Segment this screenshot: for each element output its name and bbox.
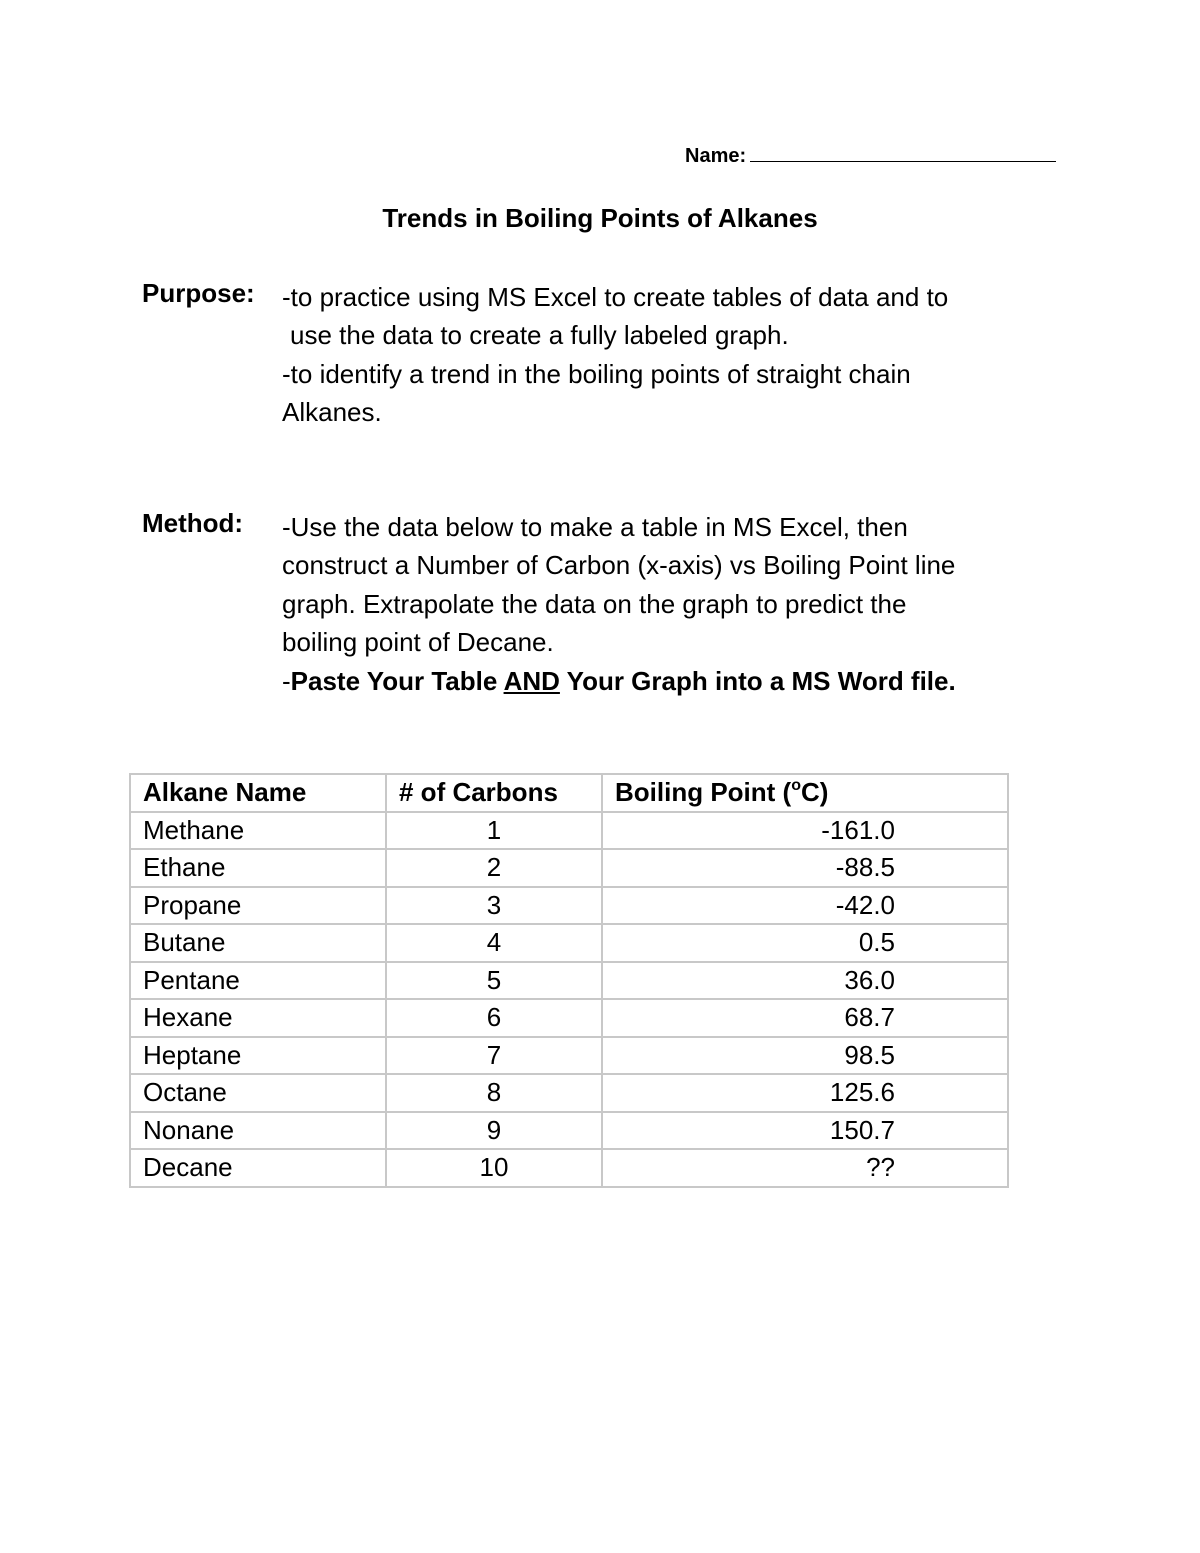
cell-alkane-name: Butane (130, 924, 386, 962)
purpose-line-1: -to practice using MS Excel to create tables of data and to (282, 282, 949, 312)
cell-boiling-point: 36.0 (602, 962, 1008, 1000)
paste-and: AND (503, 665, 560, 696)
table-row (130, 999, 1008, 1037)
table-row (130, 1037, 1008, 1075)
cell-boiling-point: 68.7 (602, 999, 1008, 1037)
name-label: Name: (685, 145, 747, 167)
table-row (130, 1112, 1008, 1150)
purpose-line-3: -to identify a trend in the boiling points of straight chain (282, 358, 911, 389)
table-body (130, 812, 1008, 1187)
header-carbons: # of Carbons (386, 774, 602, 812)
cell-boiling-point: 0.5 (602, 924, 1008, 962)
cell-alkane-name: Decane (130, 1149, 386, 1187)
name-blank-line[interactable] (750, 143, 1056, 162)
cell-carbons: 1 (386, 812, 602, 850)
cell-alkane-name: Methane (130, 812, 386, 850)
cell-alkane-name: Hexane (130, 999, 386, 1037)
bp-header-suffix: C) (800, 777, 829, 808)
name-field (685, 143, 1056, 168)
paste-part-2: Your Graph into a MS Word file. (559, 665, 956, 696)
cell-alkane-name: Nonane (130, 1112, 386, 1150)
method-line-2: construct a Number of Carbon (x-axis) vs Boiling Point line (282, 550, 956, 581)
page-title: Trends in Boiling Points of Alkanes (382, 203, 818, 233)
cell-boiling-point: 125.6 (602, 1074, 1008, 1112)
table-row (130, 812, 1008, 850)
method-line-1: -Use the data below to make a table in MS Excel, then (282, 512, 908, 542)
cell-carbons: 5 (386, 962, 602, 1000)
cell-carbons: 10 (386, 1149, 602, 1187)
cell-alkane-name: Ethane (130, 849, 386, 887)
cell-carbons: 8 (386, 1074, 602, 1112)
method-line-4: boiling point of Decane. (282, 627, 554, 658)
table-row (130, 962, 1008, 1000)
cell-carbons: 7 (386, 1037, 602, 1075)
method-line-3: graph. Extrapolate the data on the graph to predict the (282, 588, 907, 619)
cell-boiling-point: -42.0 (602, 887, 1008, 925)
purpose-line-2: use the data to create a fully labeled graph. (290, 320, 789, 351)
cell-alkane-name: Heptane (130, 1037, 386, 1075)
cell-alkane-name: Octane (130, 1074, 386, 1112)
table-row (130, 849, 1008, 887)
method-body (282, 508, 1042, 700)
cell-carbons: 3 (386, 887, 602, 925)
table-row (130, 1149, 1008, 1187)
table-header-row (130, 774, 1008, 812)
cell-boiling-point: -88.5 (602, 849, 1008, 887)
purpose-line-4: Alkanes. (282, 397, 382, 428)
paste-part-1: Paste Your Table (290, 665, 504, 696)
header-boiling-point (602, 774, 1008, 812)
table-row (130, 924, 1008, 962)
purpose-body (282, 278, 1042, 432)
cell-alkane-name: Propane (130, 887, 386, 925)
cell-carbons: 6 (386, 999, 602, 1037)
cell-boiling-point: ?? (602, 1149, 1008, 1187)
cell-carbons: 9 (386, 1112, 602, 1150)
alkane-data-table (129, 773, 1009, 1188)
bp-header-prefix: Boiling Point ( (615, 777, 792, 808)
cell-boiling-point: -161.0 (602, 812, 1008, 850)
cell-alkane-name: Pentane (130, 962, 386, 1000)
method-paste-instruction (282, 662, 1042, 700)
cell-boiling-point: 98.5 (602, 1037, 1008, 1075)
table-row (130, 887, 1008, 925)
degree-sign: o (791, 776, 801, 794)
purpose-label: Purpose: (142, 278, 255, 308)
cell-carbons: 2 (386, 849, 602, 887)
header-alkane-name: Alkane Name (130, 774, 386, 812)
table-row (130, 1074, 1008, 1112)
cell-boiling-point: 150.7 (602, 1112, 1008, 1150)
paste-dash: - (282, 665, 291, 696)
cell-carbons: 4 (386, 924, 602, 962)
method-label: Method: (142, 508, 244, 538)
